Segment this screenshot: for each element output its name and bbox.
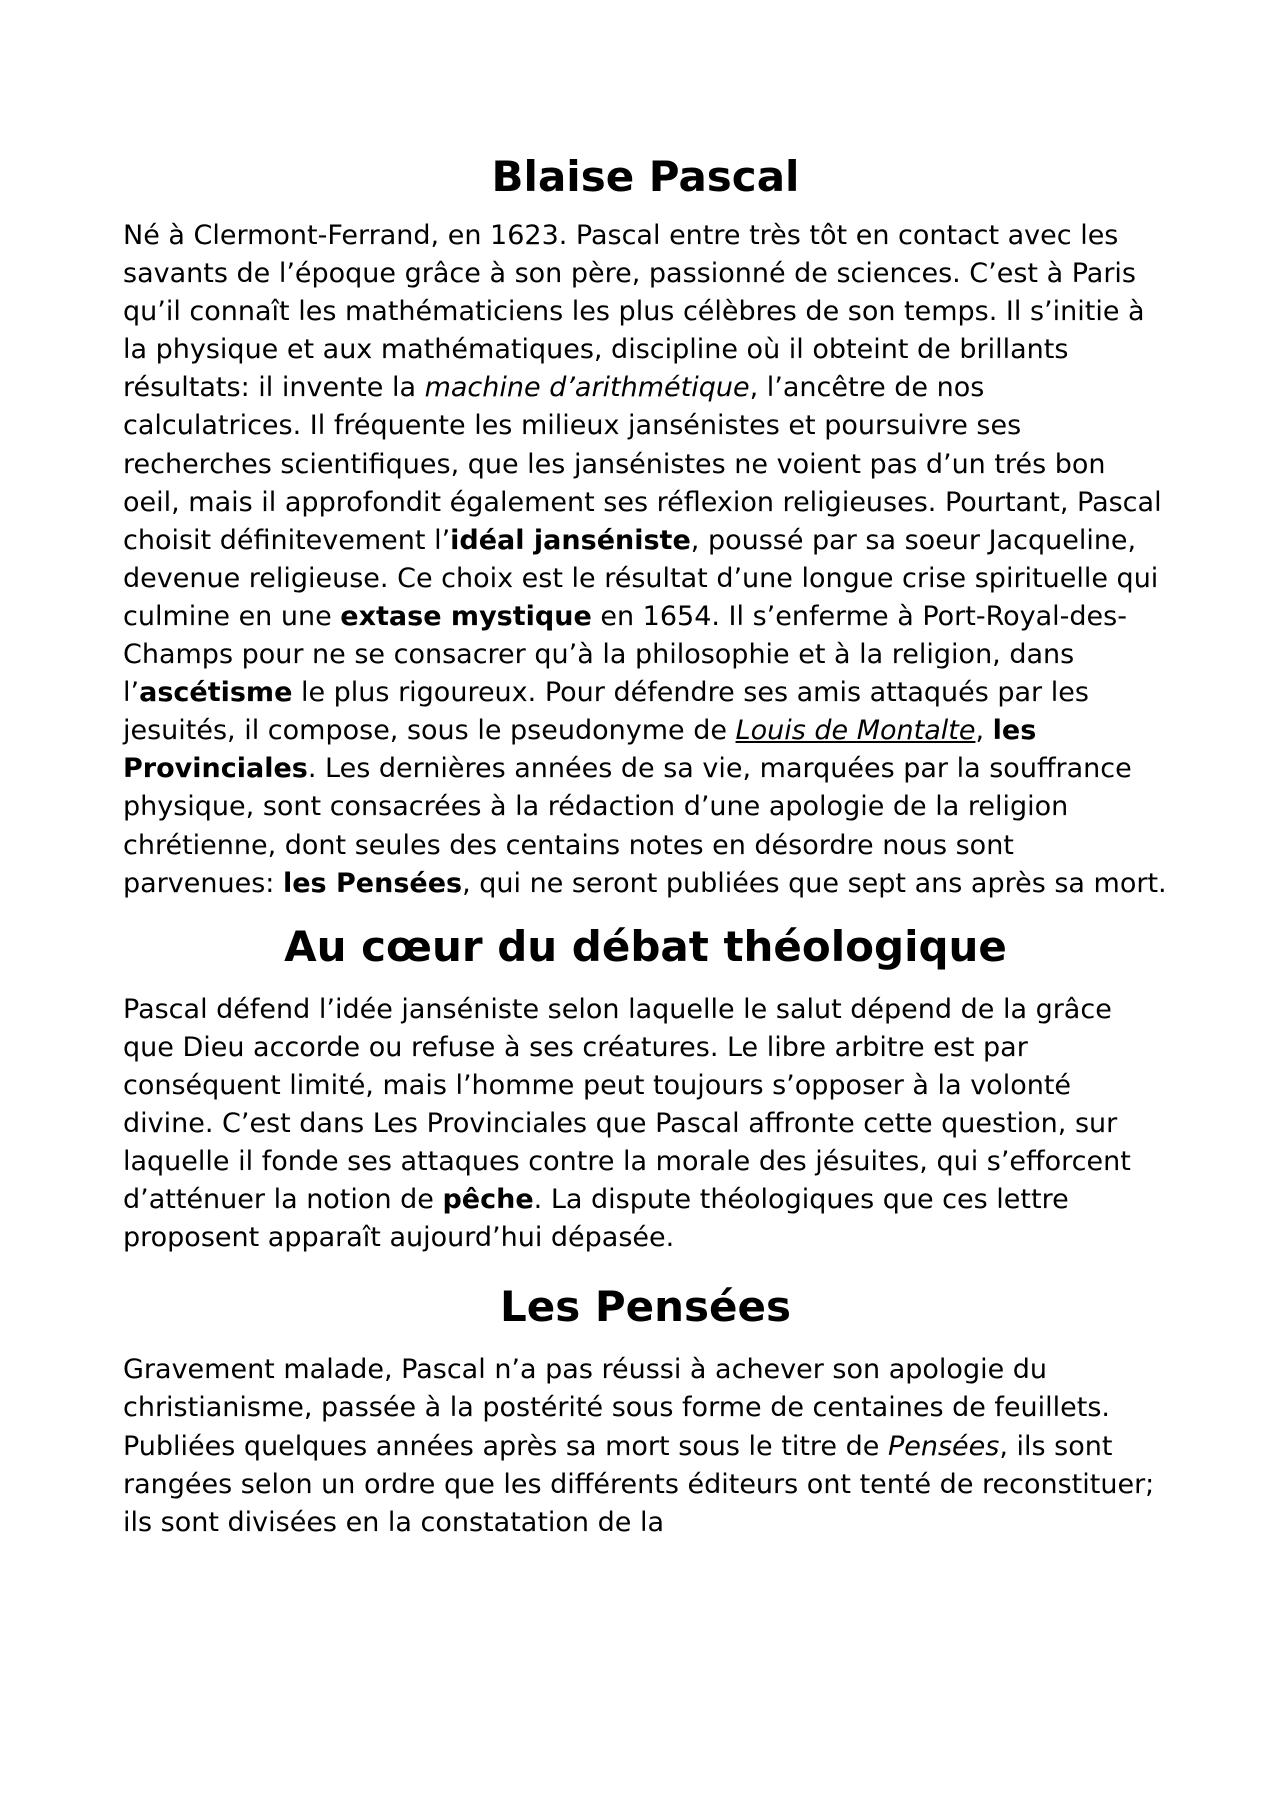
spacer <box>123 1339 1168 1351</box>
text-run: , poussé par sa soeur Jacqueline, devenue religieuse. Ce choix est le résultat d’une longue crise spirituelle qui culmine en une <box>123 524 1159 632</box>
text-run-bold: idéal janséniste <box>450 524 691 556</box>
text-run: , ils sont rangées selon un ordre que les différents éditeurs ont tenté de reconstituer; ils sont divisées en la constatation de la <box>123 1430 1155 1538</box>
section-paragraph-les-pensees <box>123 1351 1168 1541</box>
text-run-italic: machine d’arithmétique <box>424 372 750 404</box>
text-run: Né à Clermont-Ferrand, en 1623. Pascal entre très tôt en contact avec les savants de l’époque grâce à son père, passionné de sciences. C’est à Paris qu’il connaît les mathématiciens les plus célèbres de son temps. Il s’initie à la physique et aux mathématiques, discipline où il obteint de brillants résultats: il invente la <box>123 220 1145 404</box>
text-run: . La dispute théologiques que ces lettre proposent apparaît aujourd’hui dépasée. <box>123 1184 1069 1254</box>
section-title-debat-theologique: Au cœur du débat théologique <box>284 921 1007 971</box>
text-run: , l’ancêtre de nos calculatrices. Il fréquente les milieux jansénistes et poursuivre ses recherches scientifiques, que les jansénistes ne voient pas d’un trés bon oeil, mais il approfondit également ses réflexion religieuses. Pourtant, Pascal choisit définitevement l’ <box>123 372 1162 556</box>
spacer <box>123 903 1168 915</box>
text-run-bold: les Provinciales <box>123 715 1037 785</box>
text-run-bold: extase mystique <box>340 600 592 632</box>
text-run: , qui ne seront publiées que sept ans après sa mort. <box>462 867 1167 899</box>
section-paragraph-debat-theologique <box>123 991 1168 1258</box>
text-run: , <box>975 715 993 747</box>
spacer <box>123 1257 1168 1275</box>
text-run-bold: les Pensées <box>282 867 463 899</box>
document-body <box>123 145 1168 1542</box>
text-run-bold: pêche <box>442 1184 534 1216</box>
text-run: Gravement malade, Pascal n’a pas réussi à achever son apologie du christianisme, passée à la postérité sous forme de centaines de feuillets. Publiées quelques années après sa mort sous le titre de <box>123 1354 1111 1462</box>
underlined-name: Louis de Montalte <box>735 715 976 747</box>
text-run-italic: Pensées <box>887 1430 1000 1462</box>
text-run: le plus rigoureux. Pour défendre ses amis attaqués par les jesuités, il compose, sous le pseudonyme de <box>123 677 1089 747</box>
section-paragraph-blaise-pascal <box>123 217 1168 903</box>
section-title-blaise-pascal: Blaise Pascal <box>491 152 800 201</box>
text-run-italic-underline <box>736 715 976 746</box>
text-run: . Les dernières années de sa vie, marquées par la souffrance physique, sont consacrées à la rédaction d’une apologie de la religion chrétienne, dont seules des centains notes en désordre nous sont parvenues: <box>123 753 1132 899</box>
text-run: en 1654. Il s’enferme à Port-Royal-des-Champs pour ne se consacrer qu’à la philosophie et à la religion, dans l’ <box>123 600 1127 709</box>
text-run: Pascal défend l’idée janséniste selon laquelle le salut dépend de la grâce que Dieu accorde ou refuse à ses créatures. Le libre arbitre est par conséquent limité, mais l’homme peut toujours s’opposer à la volonté divine. C’est dans Les Provinciales que Pascal affronte cette question, sur laquelle il fonde ses attaques contre la morale des jésuites, qui s’efforcent d’atténuer la notion de <box>123 993 1131 1216</box>
spacer <box>123 209 1168 217</box>
text-run-bold: ascétisme <box>139 677 293 709</box>
section-title-les-pensees: Les Pensées <box>499 1282 791 1332</box>
spacer <box>123 979 1168 991</box>
